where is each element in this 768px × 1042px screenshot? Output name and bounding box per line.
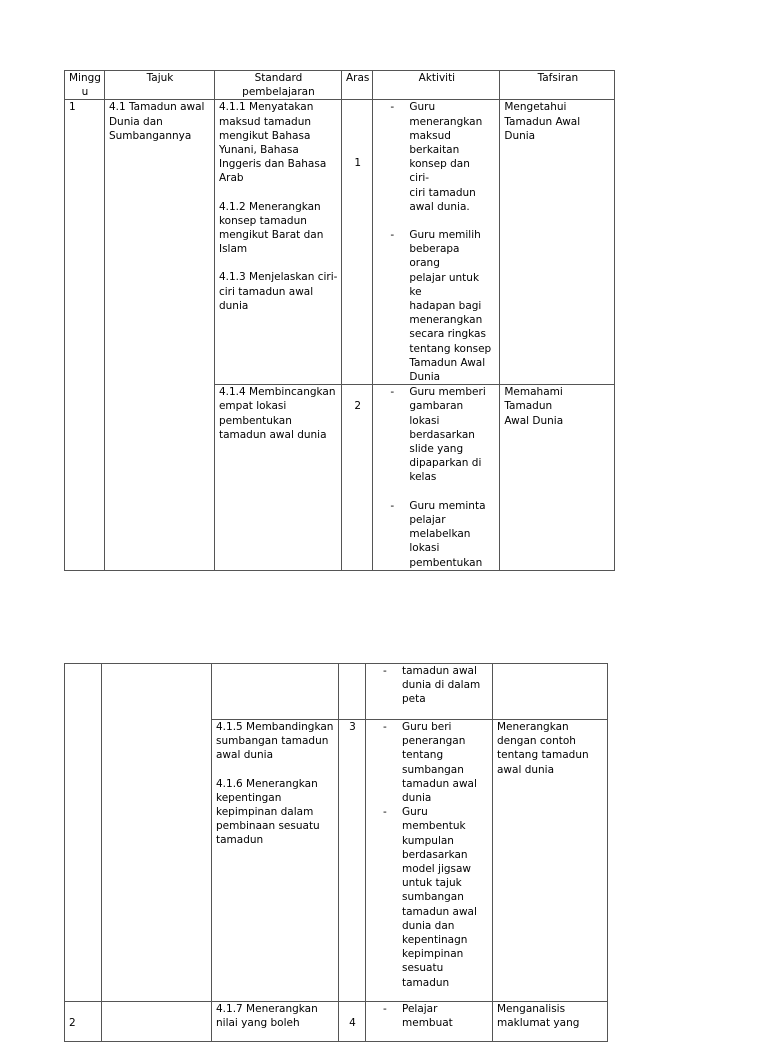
header-tafsiran: Tafsiran <box>500 71 615 100</box>
tajuk-cell <box>102 1002 212 1042</box>
tajuk-cell: 4.1 Tamadun awal Dunia dan Sumbangannya <box>104 100 214 570</box>
lesson-plan-table-1 <box>64 70 615 571</box>
week-cell: 2 <box>65 1002 102 1042</box>
aktiviti-cell <box>373 385 500 570</box>
lesson-plan-table-2 <box>64 663 608 1042</box>
table-row <box>65 664 608 720</box>
table-row <box>65 1002 608 1042</box>
activity-item: - Guru memilih beberapa orang pelajar untuk ke hadapan bagi menerangkan secara ringkas tentang konsep Tamadun Awal Dunia <box>373 228 496 384</box>
activity-item: - Guru menerangkan maksud berkaitan konsep dan ciri- ciri tamadun awal dunia. <box>373 100 496 214</box>
header-standard: Standard pembelajaran <box>214 71 341 100</box>
activity-item: - Guru meminta pelajar melabelkan lokasi pembentukan <box>373 499 496 570</box>
aktiviti-cell <box>366 1002 493 1042</box>
aktiviti-cell <box>373 100 500 385</box>
week-cell: 1 <box>65 100 105 570</box>
header-row <box>65 71 615 100</box>
table-row <box>65 100 615 385</box>
standard-item: 4.1.5 Membandingkan sumbangan tamadun awal dunia <box>216 721 334 762</box>
header-week: Mingg u <box>65 71 105 100</box>
header-aras: Aras <box>341 71 372 100</box>
aras-cell: 2 <box>341 385 372 570</box>
aras-cell <box>339 664 366 720</box>
activity-item: - Guru membentuk kumpulan berdasarkan model jigsaw untuk tajuk sumbangan tamadun awal dunia dan kepentinagn kepimpinan sesuatu tamadun <box>366 805 489 990</box>
activity-item: - Guru memberi gambaran lokasi berdasarkan slide yang dipaparkan di kelas <box>373 385 496 484</box>
standard-item: 4.1.2 Menerangkan konsep tamadun mengikut Barat dan Islam <box>218 200 324 256</box>
standard-cell <box>212 664 339 720</box>
aras-cell: 4 <box>339 1002 366 1042</box>
aras-cell: 3 <box>339 720 366 1002</box>
standard-cell <box>214 100 341 385</box>
standard-item: 4.1.7 Menerangkan nilai yang boleh <box>212 1002 339 1042</box>
header-tajuk: Tajuk <box>104 71 214 100</box>
header-aktiviti: Aktiviti <box>373 71 500 100</box>
standard-cell <box>212 720 339 1002</box>
tafsiran-cell <box>493 664 608 720</box>
aras-cell: 1 <box>341 100 372 385</box>
standard-item: 4.1.1 Menyatakan maksud tamadun mengikut Bahasa Yunani, Bahasa Inggeris dan Bahasa Arab <box>218 101 327 185</box>
activity-item: - Pelajar membuat <box>366 1002 489 1030</box>
tafsiran-cell: Menganalisis maklumat yang <box>493 1002 608 1042</box>
activity-continuation: - tamadun awal dunia di dalam peta <box>366 664 489 707</box>
standard-item: 4.1.3 Menjelaskan ciri- ciri tamadun awal dunia <box>218 271 338 312</box>
aktiviti-cell <box>366 664 493 720</box>
standard-item: 4.1.4 Membincangkan empat lokasi pembentukan tamadun awal dunia <box>214 385 341 570</box>
activity-item: - Guru beri penerangan tentang sumbangan tamadun awal dunia <box>366 720 489 805</box>
standard-item: 4.1.6 Menerangkan kepentingan kepimpinan dalam pembinaan sesuatu tamadun <box>216 777 320 847</box>
tafsiran-cell: Memahami Tamadun Awal Dunia <box>500 385 615 570</box>
tafsiran-cell: Mengetahui Tamadun Awal Dunia <box>500 100 615 385</box>
tafsiran-cell: Menerangkan dengan contoh tentang tamadun awal dunia <box>493 720 608 1002</box>
tajuk-cell <box>102 664 212 1002</box>
week-cell <box>65 664 102 1002</box>
aktiviti-cell <box>366 720 493 1002</box>
